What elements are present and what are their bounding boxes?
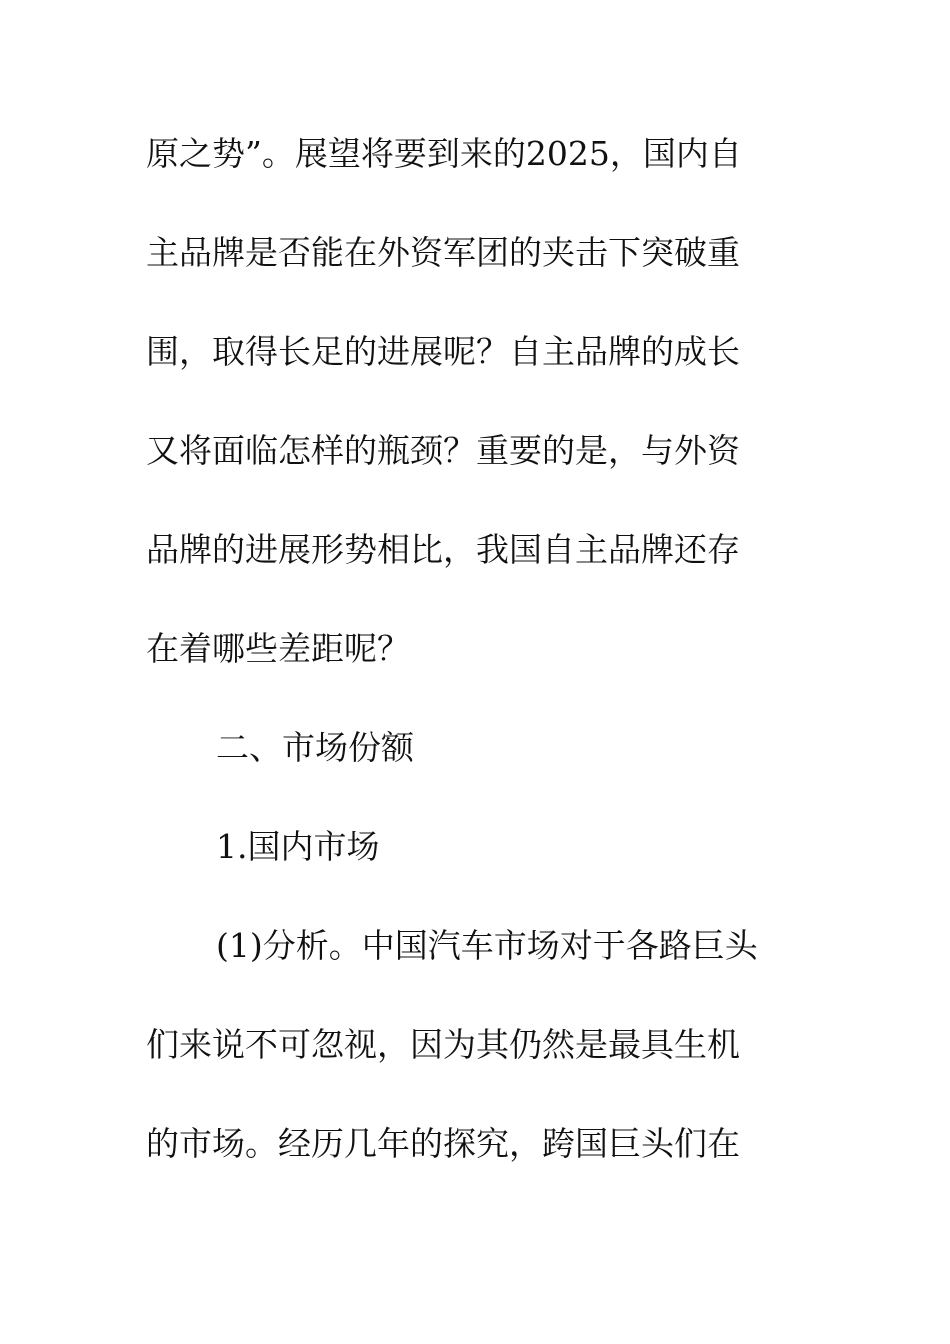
paragraph-line: 原之势”。展望将要到来的2025，国内自	[146, 134, 742, 173]
paragraph-line: 品牌的进展形势相比，我国自主品牌还存	[146, 530, 740, 569]
paragraph-line: 们来说不可忽视，因为其仍然是最具生机	[146, 1025, 740, 1064]
paragraph-line: 的市场。经历几年的探究，跨国巨头们在	[146, 1124, 740, 1163]
section-heading: 二、市场份额	[216, 728, 414, 767]
paragraph-line: (1)分析。中国汽车市场对于各路巨头	[216, 926, 758, 965]
paragraph-line: 围，取得长足的进展呢？自主品牌的成长	[146, 332, 740, 371]
paragraph-line: 又将面临怎样的瓶颈？重要的是，与外资	[146, 431, 740, 470]
paragraph-line: 主品牌是否能在外资军团的夹击下突破重	[146, 233, 740, 272]
paragraph-line: 在着哪些差距呢？	[146, 629, 410, 668]
subsection-heading: 1.国内市场	[216, 827, 380, 866]
